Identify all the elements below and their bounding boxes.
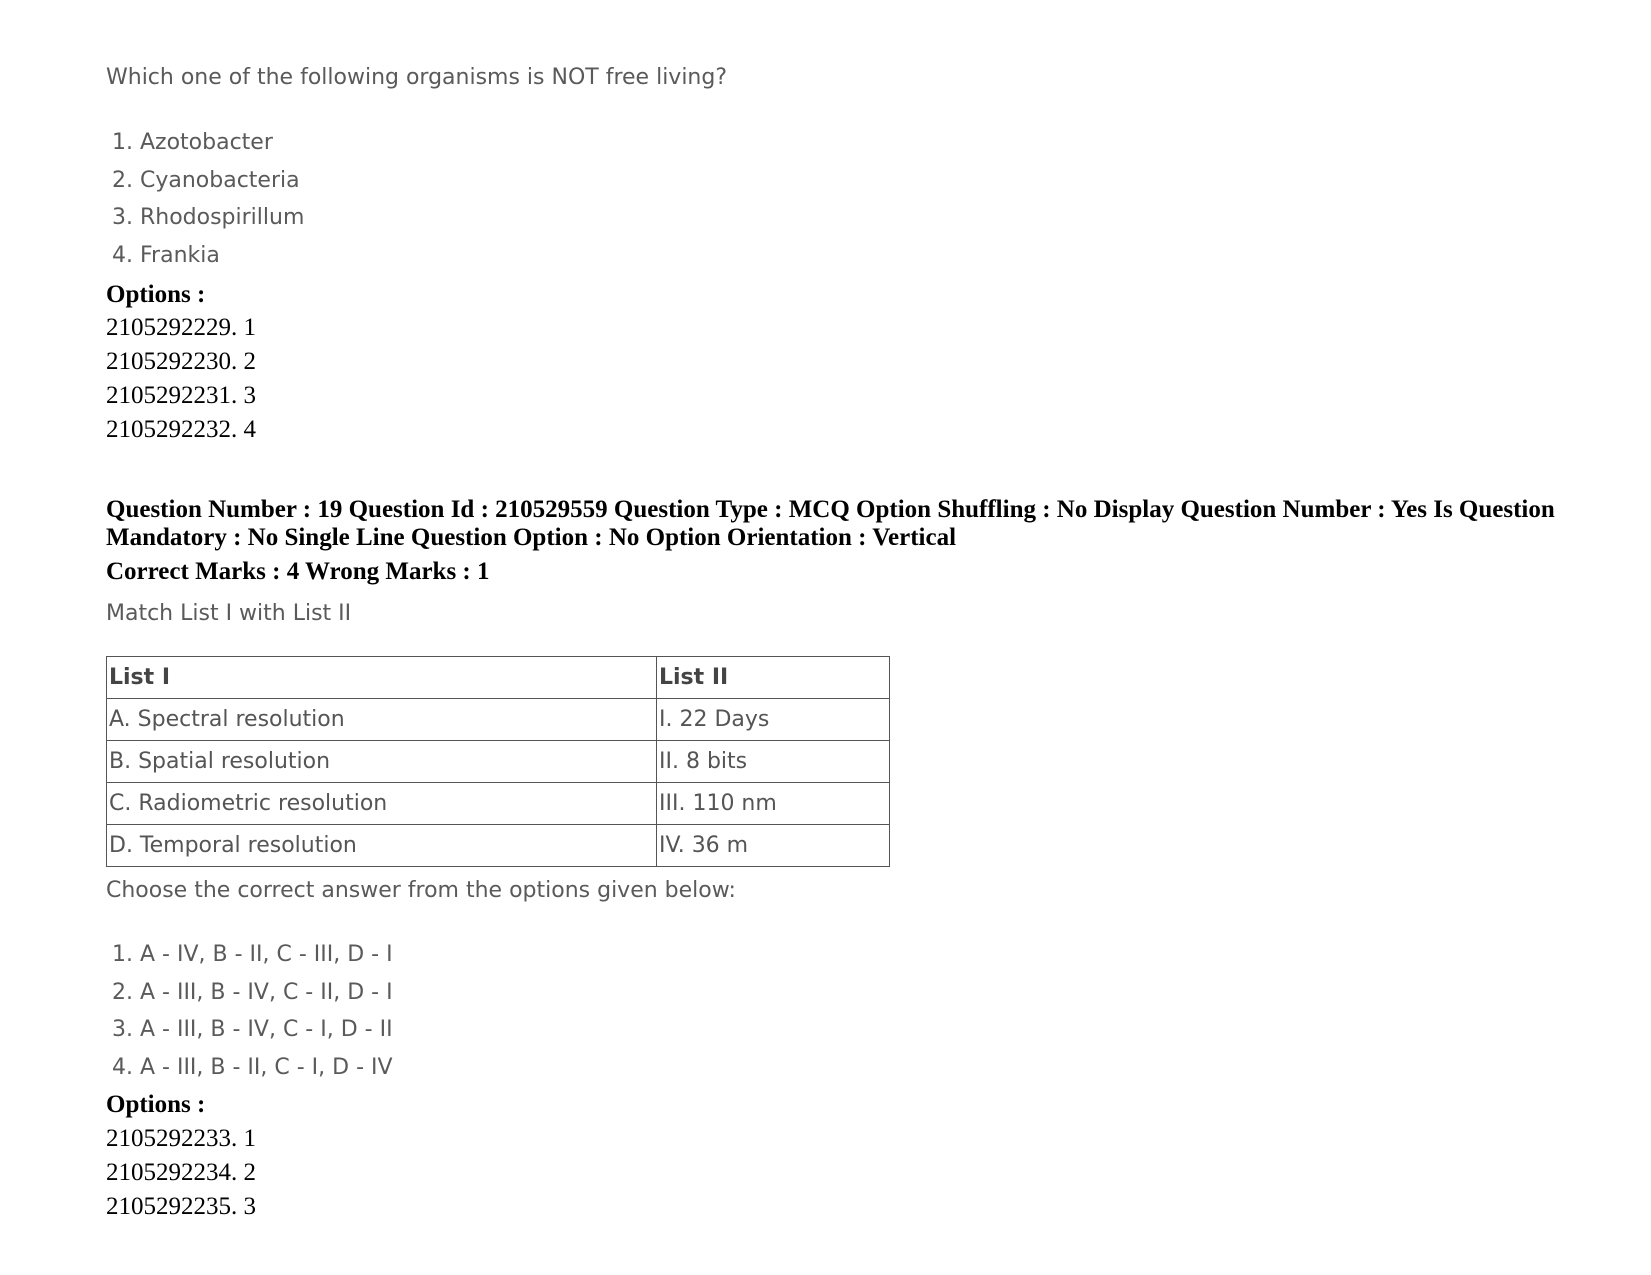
list-2-cell: I. 22 Days (657, 699, 890, 741)
q19-choice-1: 1. A - IV, B - II, C - III, D - I (112, 942, 393, 967)
q18-question-text: Which one of the following organisms is NOT free living? (106, 65, 728, 90)
q19-meta-line-2: Mandatory : No Single Line Question Option : No Option Orientation : Vertical (106, 524, 957, 551)
q18-choice-3: 3. Rhodospirillum (112, 205, 305, 231)
q18-choice-2: 2. Cyanobacteria (112, 167, 300, 193)
table-row (107, 699, 890, 741)
q19-option-3: 2105292235. 3 (106, 1193, 256, 1220)
list-1-cell: C. Radiometric resolution (107, 783, 657, 825)
q19-option-2: 2105292234. 2 (106, 1159, 256, 1186)
q18-option-1: 2105292229. 1 (106, 314, 256, 341)
q19-instruction: Choose the correct answer from the options given below: (106, 878, 736, 903)
q18-choice-4: 4. Frankia (112, 243, 220, 269)
table-row (107, 783, 890, 825)
list-1-cell: A. Spectral resolution (107, 699, 657, 741)
q19-options-label: Options : (106, 1091, 206, 1118)
q19-option-1: 2105292233. 1 (106, 1125, 256, 1152)
q18-choice-1: 1. Azotobacter (112, 130, 273, 155)
q19-choice-3: 3. A - III, B - IV, C - I, D - II (112, 1017, 393, 1043)
table-row (107, 741, 890, 783)
match-table (106, 656, 890, 867)
list-1-cell: B. Spatial resolution (107, 741, 657, 783)
q19-marks: Correct Marks : 4 Wrong Marks : 1 (106, 558, 490, 585)
q19-meta-line-1: Question Number : 19 Question Id : 210529559 Question Type : MCQ Option Shuffling : No Display Question Number : Yes Is Question (106, 496, 1555, 523)
q18-choice-list (106, 124, 304, 275)
q18-option-4: 2105292232. 4 (106, 416, 256, 443)
q18-option-3: 2105292231. 3 (106, 382, 256, 409)
q19-options-list (106, 1122, 256, 1224)
q18-options-list (106, 311, 256, 447)
q19-question-text: Match List I with List II (106, 601, 352, 626)
list-2-cell: II. 8 bits (657, 741, 890, 783)
q19-choice-list (106, 936, 393, 1087)
q18-option-2: 2105292230. 2 (106, 348, 256, 375)
match-table-header-row (107, 657, 890, 699)
list-2-header: List II (657, 657, 890, 699)
q19-choice-4: 4. A - III, B - II, C - I, D - IV (112, 1055, 393, 1081)
list-1-header: List I (107, 657, 657, 699)
q18-options-label: Options : (106, 281, 206, 308)
table-row (107, 825, 890, 867)
list-2-cell: IV. 36 m (657, 825, 890, 867)
list-2-cell: III. 110 nm (657, 783, 890, 825)
q19-choice-2: 2. A - III, B - IV, C - II, D - I (112, 979, 393, 1005)
list-1-cell: D. Temporal resolution (107, 825, 657, 867)
